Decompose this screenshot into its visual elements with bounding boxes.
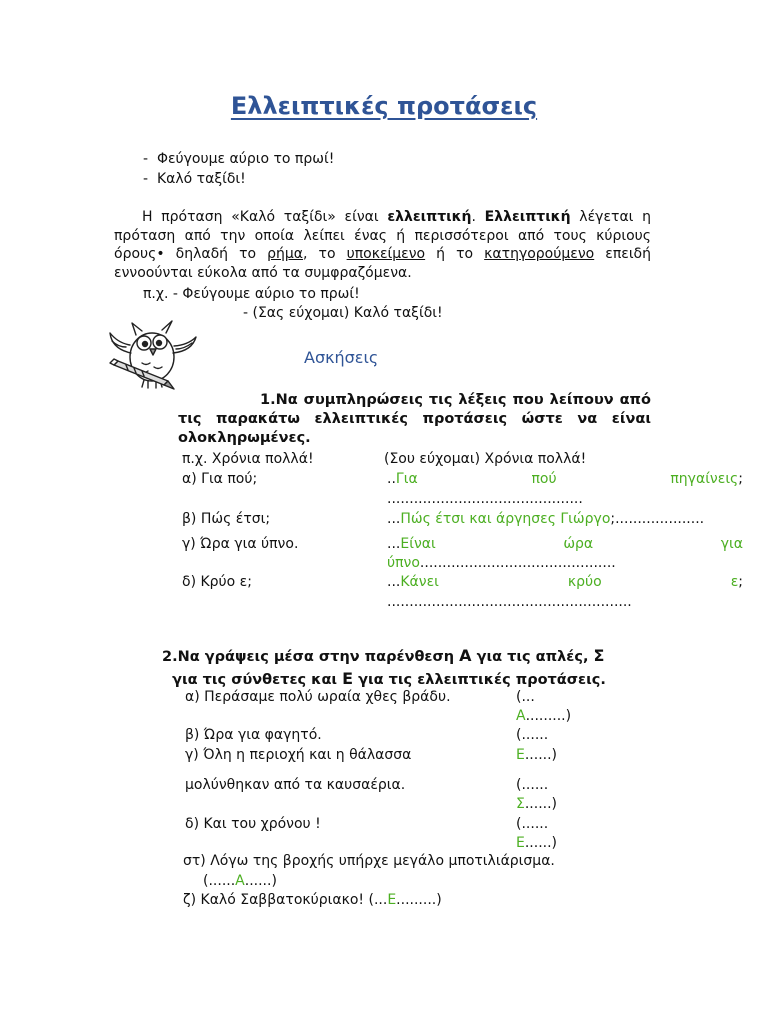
bullet-item: - Φεύγουμε αύριο το πρωί! [143,151,335,167]
ex1-item-label: β) Πώς έτσι; [182,511,271,527]
dots: (...... [203,873,236,889]
bold-term: Ελλειπτική [484,209,571,225]
answer-letter: Ε [387,892,397,908]
instruction-text: για τις ελλειπτικές προτάσεις. [353,672,606,688]
answer-word: Είναι [400,536,436,552]
ex2-sentence-with-answer [183,891,442,909]
bullet-text: Καλό ταξίδι! [156,171,246,187]
answer-word: για [720,536,743,552]
instruction-text: για τις απλές, [471,649,594,665]
example-line-2: - (Σας εύχομαι) Καλό ταξίδι! [243,305,443,321]
letter-S: Σ [593,646,605,665]
dots: .........) [525,708,572,724]
dots: ......) [244,873,277,889]
answer-word: Κάνει [400,574,439,590]
answer-letter: Ε [516,835,525,851]
answer-letter: Α [235,873,245,889]
ex2-answer-open: (...... [516,777,549,793]
ex2-sentence: γ) Όλη η περιοχή και η θάλασσα [185,747,412,763]
dots: .........) [396,892,442,908]
answer-word: πού [531,471,557,487]
ex2-answer [516,834,557,852]
answer-word: ε [730,574,739,590]
exercises-heading: Ασκήσεις [304,348,379,367]
ex2-answer [516,746,557,764]
answer-word: πηγαίνεις [670,471,739,487]
dots: ... [387,574,401,590]
bullet-text: Φεύγουμε αύριο το πρωί! [156,151,335,167]
ex1-answer-dots: ....................................................... [387,594,632,610]
punctuation: ; [738,574,743,590]
answer-letter: Α [516,708,526,724]
dots: ............................................ [419,555,616,571]
instruction-text: Να γράψεις μέσα στην παρένθεση [177,649,460,665]
owl-pencil-illustration [104,313,202,393]
answer-text: Πώς έτσι και άργησες Γιώργο [400,511,611,527]
bullet-item: - Καλό ταξίδι! [143,171,246,187]
ex2-answer-open: (...... [516,727,549,743]
ex2-sentence: μολύνθηκαν από τα καυσαέρια. [185,777,406,793]
answer-letter: Ε [516,747,525,763]
example-line-1: π.χ. - Φεύγουμε αύριο το πρωί! [143,286,360,302]
answer-word: ώρα [563,536,594,552]
ex2-sentence-text: ζ) Καλό Σαββατοκύριακο! (... [183,892,388,908]
page-title: Ελλειπτικές προτάσεις [230,92,538,120]
ex1-item-answer [387,573,743,591]
answer-word: ύπνο [387,555,420,571]
ex1-item-answer [387,510,704,528]
dots: ......) [524,796,558,812]
ex1-answer-dots: ............................................ [387,491,583,507]
paragraph-text: . [471,209,485,225]
ex2-sentence: στ) Λόγω της βροχής υπήρχε μεγάλο μποτιλιάρισμα. [183,853,555,869]
answer-word: κρύο [567,574,602,590]
paragraph-text: ή το [425,246,485,262]
ex2-sentence: δ) Και του χρόνου ! [185,816,321,832]
ex2-answer-open: (...... [516,816,549,832]
dots: ;.................... [610,511,705,527]
ex2-answer [516,707,571,725]
underlined-term: κατηγορούμενο [484,246,595,262]
exercise-number: 2. [162,649,178,665]
underlined-term: ρήμα [267,246,304,262]
letter-E: Ε [342,669,354,688]
exercise-1-instruction: 1.Να συμπληρώσεις τις λέξεις που λείπουν από τις παρακάτω ελλειπτικές προτάσεις ώστε να είναι ολοκληρωμένες. [178,392,651,446]
ex1-answer-line2 [387,554,616,572]
underlined-term: υποκείμενο [346,246,426,262]
definition-paragraph [114,208,651,282]
paragraph-text: , το [303,246,347,262]
ex2-sentence: α) Περάσαμε πολύ ωραία χθες βράδυ. [185,689,451,705]
dots: ... [387,511,401,527]
ex2-answer-open: (... [516,689,535,705]
ex2-answer [516,795,557,813]
ex1-item-label: γ) Ώρα για ύπνο. [182,536,299,552]
ex1-item-answer [387,535,743,553]
ex1-example-left: π.χ. Χρόνια πολλά! [182,451,314,467]
paragraph-text: Η πρόταση «Καλό ταξίδι» είναι [142,209,388,225]
dots: ......) [524,835,558,851]
punctuation: ; [738,471,743,487]
paragraph-text: λέγεται η πρόταση από την οποία λείπει ένας ή περισσότεροι από τους κύριους όρους• δηλαδή το [114,209,651,262]
dots: ......) [524,747,558,763]
answer-word: Για [395,471,418,487]
ex2-answer [203,872,277,890]
answer-letter: Σ [516,796,525,812]
owl-icon [104,313,202,393]
letter-A: Α [459,646,472,665]
instruction-text: για τις σύνθετες και [172,672,343,688]
bold-term: ελλειπτική [387,209,472,225]
dots: .. [387,471,396,487]
ex1-item-label: δ) Κρύο ε; [182,574,252,590]
dots: ... [387,536,401,552]
ex1-example-right: (Σου εύχομαι) Χρόνια πολλά! [384,451,587,467]
ex1-item-answer [387,470,743,488]
paragraph-text: επειδή εννοούνται εύκολα από τα συμφραζόμενα. [114,246,651,281]
exercise-2-instruction [162,645,652,691]
ex2-sentence: β) Ώρα για φαγητό. [185,727,322,743]
ex1-item-label: α) Για πού; [182,471,258,487]
